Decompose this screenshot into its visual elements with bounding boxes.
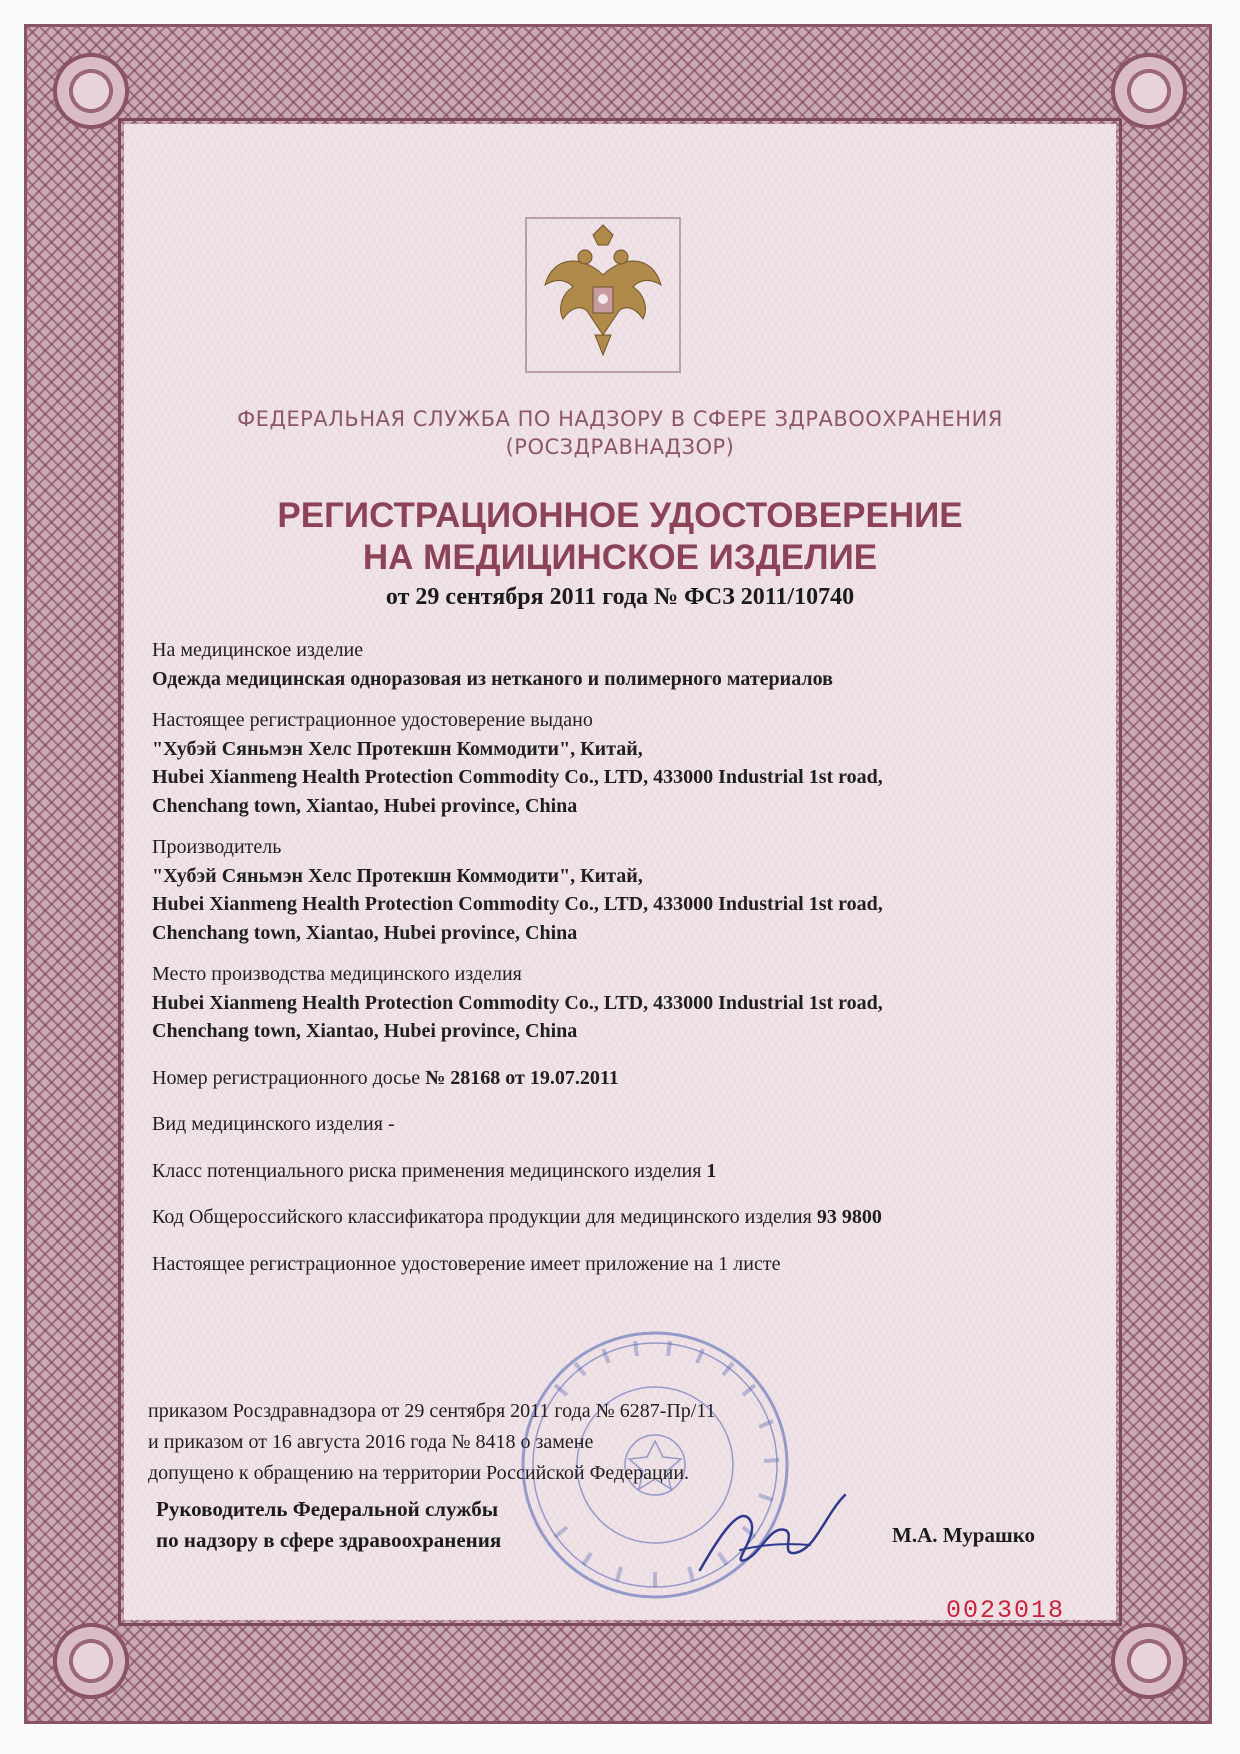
coat-of-arms-icon: [523, 215, 683, 375]
order-line: и приказом от 16 августа 2016 года № 8418 о замене: [148, 1431, 594, 1453]
order-line: приказом Росздравнадзора от 29 сентября 2011 года № 6287-Пр/11: [148, 1400, 716, 1422]
manufacturer-line: Chenchang town, Xiantao, Hubei province, China: [152, 921, 578, 944]
signatory-role-line: по надзору в сфере здравоохранения: [156, 1528, 502, 1552]
okp-code-row: [152, 1203, 1092, 1232]
holder-line: Hubei Xianmeng Health Protection Commodity Co., LTD, 433000 Industrial 1st road,: [152, 766, 883, 788]
risk-class-value: 1: [706, 1159, 717, 1182]
holder-line: Chenchang town, Xiantao, Hubei province, China: [152, 794, 578, 817]
okp-code-label: Код Общероссийского классификатора продукции для медицинского изделия: [152, 1206, 812, 1228]
holder-line: "Хубэй Сяньмэн Хелс Протекшн Коммодити", Китай,: [152, 737, 643, 760]
risk-class-row: [152, 1157, 1092, 1186]
title-line-1: РЕГИСТРАЦИОННОЕ УДОСТОВЕРЕНИЕ: [277, 496, 963, 535]
certificate-title: [124, 495, 1116, 579]
manufacturer-line: "Хубэй Сяньмэн Хелс Протекшн Коммодити", Китай,: [152, 864, 643, 887]
handwritten-signature: [690, 1475, 850, 1585]
agency-name: [124, 405, 1116, 461]
dossier-row: [152, 1064, 1092, 1093]
signatory-role: [156, 1494, 676, 1556]
signatory-role-line: Руководитель Федеральной службы: [156, 1497, 499, 1521]
manufacturer-label: Производитель: [152, 836, 282, 858]
device-name: Одежда медицинская одноразовая из нетканого и полимерного материалов: [152, 667, 833, 690]
agency-line-1: ФЕДЕРАЛЬНАЯ СЛУЖБА ПО НАДЗОРУ В СФЕРЕ ЗДРАВООХРАНЕНИЯ: [237, 407, 1003, 431]
title-line-2: НА МЕДИЦИНСКОЕ ИЗДЕЛИЕ: [362, 538, 878, 577]
serial-number: 0023018: [946, 1596, 1066, 1625]
dossier-label: Номер регистрационного досье: [152, 1066, 421, 1089]
okp-code-value: 93 9800: [816, 1206, 882, 1228]
manufacturer-line: Hubei Xianmeng Health Protection Commodity Co., LTD, 433000 Industrial 1st road,: [152, 893, 883, 915]
risk-class-label: Класс потенциального риска применения медицинского изделия: [152, 1159, 702, 1182]
issue-date-number: от 29 сентября 2011 года № ФСЗ 2011/10740: [385, 584, 855, 610]
agency-line-2: (РОСЗДРАВНАДЗОР): [505, 435, 735, 459]
certificate-body: [152, 636, 1092, 1278]
order-line: допущено к обращению на территории Российской Федерации.: [148, 1462, 690, 1484]
production-site-label: Место производства медицинского изделия: [152, 963, 522, 985]
appendix-text: Настоящее регистрационное удостоверение имеет приложение на 1 листе: [152, 1252, 781, 1275]
signatory-name: М.А. Мурашко: [892, 1523, 1036, 1547]
holder-label: Настоящее регистрационное удостоверение выдано: [152, 709, 593, 731]
production-site-line: Hubei Xianmeng Health Protection Commodity Co., LTD, 433000 Industrial 1st road,: [152, 991, 883, 1014]
device-label: На медицинское изделие: [152, 639, 364, 661]
dossier-value: № 28168 от 19.07.2011: [425, 1066, 619, 1089]
device-type-label: Вид медицинского изделия -: [152, 1113, 395, 1135]
production-site-line: Chenchang town, Xiantao, Hubei province, China: [152, 1020, 578, 1042]
